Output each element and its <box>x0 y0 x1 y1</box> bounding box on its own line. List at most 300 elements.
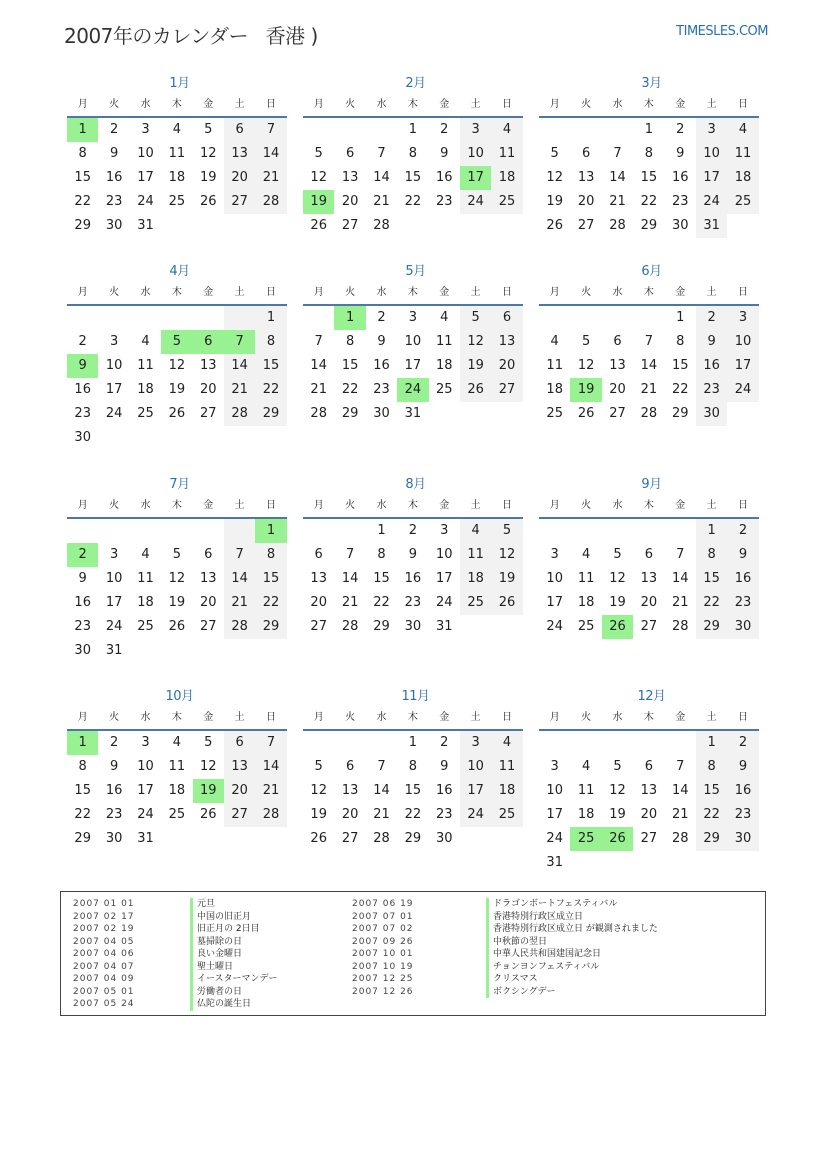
day-cell: 29 <box>341 406 359 421</box>
site-logo[interactable]: TIMESLES.COM <box>676 24 768 39</box>
empty-day-cell <box>334 118 365 142</box>
day-cell: 25 <box>570 827 601 851</box>
day-cell: 3 <box>460 118 491 142</box>
day-cell: 25 <box>546 406 563 421</box>
day-cell: 24 <box>137 807 154 822</box>
day-cell: 13 <box>341 783 359 798</box>
weekday-label: 火 <box>345 500 356 511</box>
month-title: 7月 <box>169 477 190 492</box>
day-cell: 24 <box>435 595 453 610</box>
day-cell: 11 <box>546 358 563 373</box>
day-cell: 17 <box>727 354 758 378</box>
day-cell: 11 <box>727 142 758 166</box>
day-cell: 9 <box>78 571 87 586</box>
day-cell: 21 <box>640 382 658 397</box>
weekday-label: 土 <box>470 712 481 723</box>
day-cell: 1 <box>644 122 653 137</box>
empty-day-cell <box>303 731 334 755</box>
empty-day-cell <box>570 306 601 330</box>
weekday-label: 金 <box>203 99 214 110</box>
day-cell: 13 <box>640 783 658 798</box>
holiday-name: クリスマス <box>486 973 538 986</box>
weekday-label: 月 <box>313 712 324 723</box>
weekday-label: 土 <box>470 287 481 298</box>
day-cell: 28 <box>671 831 689 846</box>
day-cell: 13 <box>199 571 217 586</box>
day-cell: 2 <box>676 122 685 137</box>
day-cell: 3 <box>141 122 150 137</box>
holiday-date: 2007 12 25 <box>352 974 414 984</box>
day-cell: 25 <box>577 619 595 634</box>
day-cell: 7 <box>377 146 386 161</box>
holiday-date: 2007 05 24 <box>73 999 135 1009</box>
day-grid <box>303 118 523 238</box>
day-cell: 28 <box>609 218 626 233</box>
weekday-label: 木 <box>643 287 654 298</box>
day-cell: 1 <box>696 519 727 543</box>
empty-day-cell <box>224 306 255 330</box>
day-cell: 27 <box>341 831 359 846</box>
day-cell: 19 <box>570 378 601 402</box>
day-cell: 12 <box>310 783 327 798</box>
weekday-label: 日 <box>502 500 513 511</box>
day-cell: 23 <box>671 194 689 209</box>
day-cell: 28 <box>671 619 689 634</box>
holiday-date: 2007 07 02 <box>352 924 414 934</box>
day-cell: 20 <box>491 354 522 378</box>
weekday-label: 木 <box>407 99 418 110</box>
day-cell: 11 <box>435 334 453 349</box>
day-cell: 27 <box>640 831 658 846</box>
holiday-name: 香港特別行政区成立日 が観測されました <box>486 923 658 936</box>
weekday-label: 金 <box>439 500 450 511</box>
day-cell: 30 <box>696 402 727 426</box>
day-cell: 26 <box>310 218 327 233</box>
weekday-label: 水 <box>140 99 151 110</box>
weekday-label: 木 <box>643 712 654 723</box>
day-cell: 6 <box>644 547 653 562</box>
month-block <box>539 475 759 639</box>
day-cell: 9 <box>440 759 449 774</box>
day-cell: 1 <box>676 310 685 325</box>
empty-day-cell <box>130 306 161 330</box>
weekday-label: 火 <box>345 287 356 298</box>
day-cell: 26 <box>460 378 491 402</box>
day-cell: 27 <box>640 619 658 634</box>
day-cell: 27 <box>609 406 626 421</box>
day-cell: 7 <box>255 118 286 142</box>
day-cell: 25 <box>727 190 758 214</box>
day-grid <box>539 731 759 875</box>
day-cell: 8 <box>255 543 286 567</box>
day-cell: 28 <box>255 803 286 827</box>
day-cell: 3 <box>141 735 150 750</box>
day-cell: 23 <box>696 378 727 402</box>
day-cell: 22 <box>640 194 658 209</box>
day-cell: 12 <box>577 358 595 373</box>
day-cell: 1 <box>255 519 286 543</box>
day-cell: 27 <box>224 190 255 214</box>
day-cell: 17 <box>137 783 154 798</box>
month-block <box>539 687 759 875</box>
weekday-label: 金 <box>439 287 450 298</box>
day-cell: 22 <box>696 591 727 615</box>
day-cell: 31 <box>435 619 453 634</box>
weekday-label: 土 <box>234 712 245 723</box>
empty-day-cell <box>303 306 334 330</box>
day-cell: 4 <box>581 547 591 562</box>
day-cell: 15 <box>404 783 422 798</box>
day-cell: 10 <box>460 755 491 779</box>
day-cell: 30 <box>105 831 123 846</box>
day-cell: 28 <box>224 615 255 639</box>
weekday-label: 月 <box>77 99 88 110</box>
day-cell: 12 <box>199 759 217 774</box>
empty-day-cell <box>429 214 460 238</box>
empty-day-cell <box>491 615 522 639</box>
weekday-label: 土 <box>234 99 245 110</box>
weekday-label: 日 <box>502 287 513 298</box>
day-cell: 24 <box>460 803 491 827</box>
day-cell: 9 <box>440 146 449 161</box>
day-cell: 9 <box>696 330 727 354</box>
weekday-label: 月 <box>313 99 324 110</box>
weekday-label: 水 <box>140 500 151 511</box>
day-cell: 13 <box>310 571 327 586</box>
day-cell: 18 <box>137 382 154 397</box>
day-cell: 9 <box>109 759 119 774</box>
weekday-label: 土 <box>470 99 481 110</box>
day-cell: 7 <box>224 543 255 567</box>
day-cell: 15 <box>671 358 689 373</box>
holiday-name: 中華人民共和国建国記念日 <box>486 948 601 961</box>
day-cell: 19 <box>310 807 327 822</box>
day-cell: 14 <box>640 358 658 373</box>
day-cell: 20 <box>609 382 626 397</box>
holiday-name: 香港特別行政区成立日 <box>486 911 583 924</box>
empty-day-cell <box>570 519 601 543</box>
month-title: 3月 <box>641 76 662 91</box>
weekday-label: 月 <box>77 287 88 298</box>
day-cell: 17 <box>404 358 422 373</box>
weekday-label: 金 <box>675 712 686 723</box>
day-cell: 19 <box>193 779 224 803</box>
day-cell: 7 <box>377 759 386 774</box>
day-cell: 13 <box>224 142 255 166</box>
empty-day-cell <box>130 519 161 543</box>
day-cell: 24 <box>105 406 123 421</box>
day-cell: 13 <box>491 330 522 354</box>
holiday-date: 2007 04 05 <box>73 936 135 947</box>
month-title: 11月 <box>401 689 430 704</box>
day-cell: 5 <box>581 334 591 349</box>
day-cell: 3 <box>550 759 559 774</box>
day-cell: 2 <box>109 122 119 137</box>
month-block <box>303 687 523 851</box>
day-cell: 16 <box>727 779 758 803</box>
day-cell: 6 <box>644 759 653 774</box>
month-title: 10月 <box>165 689 194 704</box>
weekday-label: 水 <box>140 287 151 298</box>
day-cell: 19 <box>168 382 186 397</box>
weekday-label: 月 <box>549 712 560 723</box>
day-cell: 21 <box>224 591 255 615</box>
day-cell: 29 <box>255 402 286 426</box>
day-cell: 29 <box>696 827 727 851</box>
day-cell: 16 <box>74 595 91 610</box>
empty-day-cell <box>161 214 192 238</box>
empty-day-cell <box>727 851 758 875</box>
day-cell: 24 <box>397 378 428 402</box>
empty-day-cell <box>334 519 365 543</box>
day-cell: 9 <box>727 543 758 567</box>
day-cell: 26 <box>168 619 186 634</box>
day-cell: 4 <box>491 731 522 755</box>
day-cell: 6 <box>581 146 591 161</box>
weekday-header <box>539 282 759 306</box>
day-cell: 24 <box>727 378 758 402</box>
day-cell: 1 <box>408 122 417 137</box>
empty-day-cell <box>98 426 129 450</box>
holiday-name: イースターマンデー <box>190 973 278 986</box>
empty-day-cell <box>161 519 192 543</box>
day-cell: 24 <box>696 190 727 214</box>
weekday-label: 月 <box>313 500 324 511</box>
day-cell: 3 <box>460 731 491 755</box>
day-cell: 23 <box>435 194 453 209</box>
day-cell: 5 <box>161 330 192 354</box>
weekday-label: 日 <box>266 99 277 110</box>
day-grid <box>539 306 759 426</box>
day-cell: 6 <box>193 330 224 354</box>
day-cell: 27 <box>341 218 359 233</box>
empty-day-cell <box>193 639 224 663</box>
day-cell: 8 <box>345 334 355 349</box>
month-block <box>303 475 523 639</box>
day-cell: 8 <box>78 146 87 161</box>
day-cell: 7 <box>613 146 622 161</box>
weekday-label: 火 <box>109 287 120 298</box>
holiday-name: 中国の旧正月 <box>190 911 251 924</box>
holiday-date: 2007 02 19 <box>73 924 135 934</box>
day-cell: 14 <box>255 142 286 166</box>
weekday-label: 土 <box>234 500 245 511</box>
empty-day-cell <box>429 402 460 426</box>
weekday-header <box>539 707 759 731</box>
empty-day-cell <box>602 731 633 755</box>
weekday-label: 月 <box>77 500 88 511</box>
month-block <box>539 262 759 426</box>
empty-day-cell <box>602 306 633 330</box>
day-cell: 13 <box>577 170 595 185</box>
day-cell: 12 <box>168 358 186 373</box>
day-cell: 5 <box>172 547 181 562</box>
day-cell: 17 <box>546 595 563 610</box>
day-cell: 19 <box>303 190 334 214</box>
day-cell: 10 <box>137 146 154 161</box>
weekday-header <box>303 707 523 731</box>
day-cell: 28 <box>341 619 359 634</box>
day-cell: 2 <box>727 731 758 755</box>
weekday-label: 火 <box>345 99 356 110</box>
day-cell: 19 <box>609 807 626 822</box>
weekday-label: 日 <box>266 500 277 511</box>
day-cell: 8 <box>78 759 87 774</box>
day-cell: 14 <box>255 755 286 779</box>
empty-day-cell <box>696 851 727 875</box>
holiday-name: 聖土曜日 <box>190 961 233 974</box>
day-cell: 8 <box>377 547 386 562</box>
day-cell: 16 <box>696 354 727 378</box>
day-cell: 30 <box>727 827 758 851</box>
day-cell: 15 <box>696 567 727 591</box>
day-cell: 9 <box>727 755 758 779</box>
empty-day-cell <box>570 118 601 142</box>
weekday-label: 水 <box>376 99 387 110</box>
day-cell: 22 <box>341 382 359 397</box>
day-cell: 21 <box>255 779 286 803</box>
holiday-date: 2007 10 19 <box>352 961 414 972</box>
weekday-label: 火 <box>109 500 120 511</box>
day-cell: 16 <box>435 170 453 185</box>
day-cell: 23 <box>435 807 453 822</box>
day-cell: 29 <box>74 831 91 846</box>
empty-day-cell <box>460 402 491 426</box>
day-cell: 29 <box>74 218 91 233</box>
day-cell: 4 <box>172 122 181 137</box>
day-cell: 10 <box>696 142 727 166</box>
day-cell: 14 <box>373 783 390 798</box>
day-cell: 19 <box>546 194 563 209</box>
empty-day-cell <box>366 118 397 142</box>
empty-day-cell <box>161 426 192 450</box>
day-cell: 19 <box>491 567 522 591</box>
day-cell: 15 <box>640 170 658 185</box>
day-cell: 16 <box>105 170 123 185</box>
day-cell: 6 <box>314 547 323 562</box>
day-cell: 16 <box>727 567 758 591</box>
day-cell: 17 <box>546 807 563 822</box>
empty-day-cell <box>633 519 664 543</box>
day-grid <box>539 118 759 238</box>
month-title: 12月 <box>637 689 666 704</box>
month-title: 8月 <box>405 477 426 492</box>
weekday-label: 日 <box>738 500 749 511</box>
day-grid <box>539 519 759 639</box>
day-cell: 19 <box>199 170 217 185</box>
day-cell: 15 <box>404 170 422 185</box>
weekday-label: 日 <box>502 712 513 723</box>
day-cell: 18 <box>168 170 186 185</box>
day-cell: 7 <box>314 334 323 349</box>
empty-day-cell <box>161 306 192 330</box>
holiday-date: 2007 01 01 <box>73 899 135 909</box>
weekday-label: 水 <box>140 712 151 723</box>
day-cell: 2 <box>377 310 386 325</box>
empty-day-cell <box>665 851 696 875</box>
month-block <box>67 262 287 450</box>
day-cell: 26 <box>577 406 595 421</box>
day-cell: 12 <box>491 543 522 567</box>
weekday-label: 日 <box>266 712 277 723</box>
day-cell: 15 <box>74 783 91 798</box>
day-cell: 31 <box>696 214 727 238</box>
empty-day-cell <box>255 426 286 450</box>
day-cell: 12 <box>609 571 626 586</box>
day-cell: 11 <box>168 146 186 161</box>
empty-day-cell <box>224 214 255 238</box>
day-grid <box>67 306 287 450</box>
day-cell: 28 <box>373 218 390 233</box>
empty-day-cell <box>491 402 522 426</box>
weekday-label: 金 <box>439 99 450 110</box>
day-cell: 28 <box>255 190 286 214</box>
day-cell: 2 <box>440 122 449 137</box>
day-cell: 10 <box>105 571 123 586</box>
day-cell: 25 <box>137 619 154 634</box>
empty-day-cell <box>460 214 491 238</box>
day-cell: 11 <box>137 571 154 586</box>
day-cell: 26 <box>602 827 633 851</box>
empty-day-cell <box>303 118 334 142</box>
day-cell: 23 <box>373 382 390 397</box>
day-cell: 14 <box>341 571 359 586</box>
day-cell: 6 <box>345 146 355 161</box>
empty-day-cell <box>255 639 286 663</box>
day-cell: 25 <box>168 194 186 209</box>
day-grid <box>303 519 523 639</box>
day-cell: 13 <box>224 755 255 779</box>
day-cell: 13 <box>341 170 359 185</box>
day-cell: 1 <box>408 735 417 750</box>
day-cell: 21 <box>310 382 327 397</box>
weekday-header <box>67 707 287 731</box>
day-cell: 2 <box>109 735 119 750</box>
holiday-date: 2007 07 01 <box>352 911 414 922</box>
day-cell: 3 <box>727 306 758 330</box>
month-title: 1月 <box>169 76 190 91</box>
day-cell: 18 <box>435 358 453 373</box>
day-cell: 12 <box>199 146 217 161</box>
day-cell: 26 <box>310 831 327 846</box>
empty-day-cell <box>633 306 664 330</box>
day-cell: 18 <box>137 595 154 610</box>
day-cell: 19 <box>460 354 491 378</box>
day-cell: 18 <box>577 807 595 822</box>
weekday-label: 金 <box>203 712 214 723</box>
day-cell: 10 <box>727 330 758 354</box>
weekday-label: 金 <box>675 287 686 298</box>
empty-day-cell <box>665 519 696 543</box>
day-cell: 24 <box>105 619 123 634</box>
page-title: 2007年のカレンダー 香港 ) <box>64 24 318 48</box>
day-cell: 3 <box>109 547 119 562</box>
weekday-label: 月 <box>549 500 560 511</box>
day-cell: 4 <box>581 759 591 774</box>
empty-day-cell <box>98 306 129 330</box>
empty-day-cell <box>193 306 224 330</box>
day-cell: 4 <box>141 334 150 349</box>
empty-day-cell <box>633 731 664 755</box>
day-cell: 21 <box>373 194 390 209</box>
weekday-label: 火 <box>581 500 592 511</box>
day-cell: 11 <box>137 358 154 373</box>
day-cell: 10 <box>546 571 563 586</box>
weekday-header <box>539 495 759 519</box>
day-cell: 15 <box>74 170 91 185</box>
day-cell: 14 <box>310 358 327 373</box>
day-cell: 29 <box>404 831 422 846</box>
